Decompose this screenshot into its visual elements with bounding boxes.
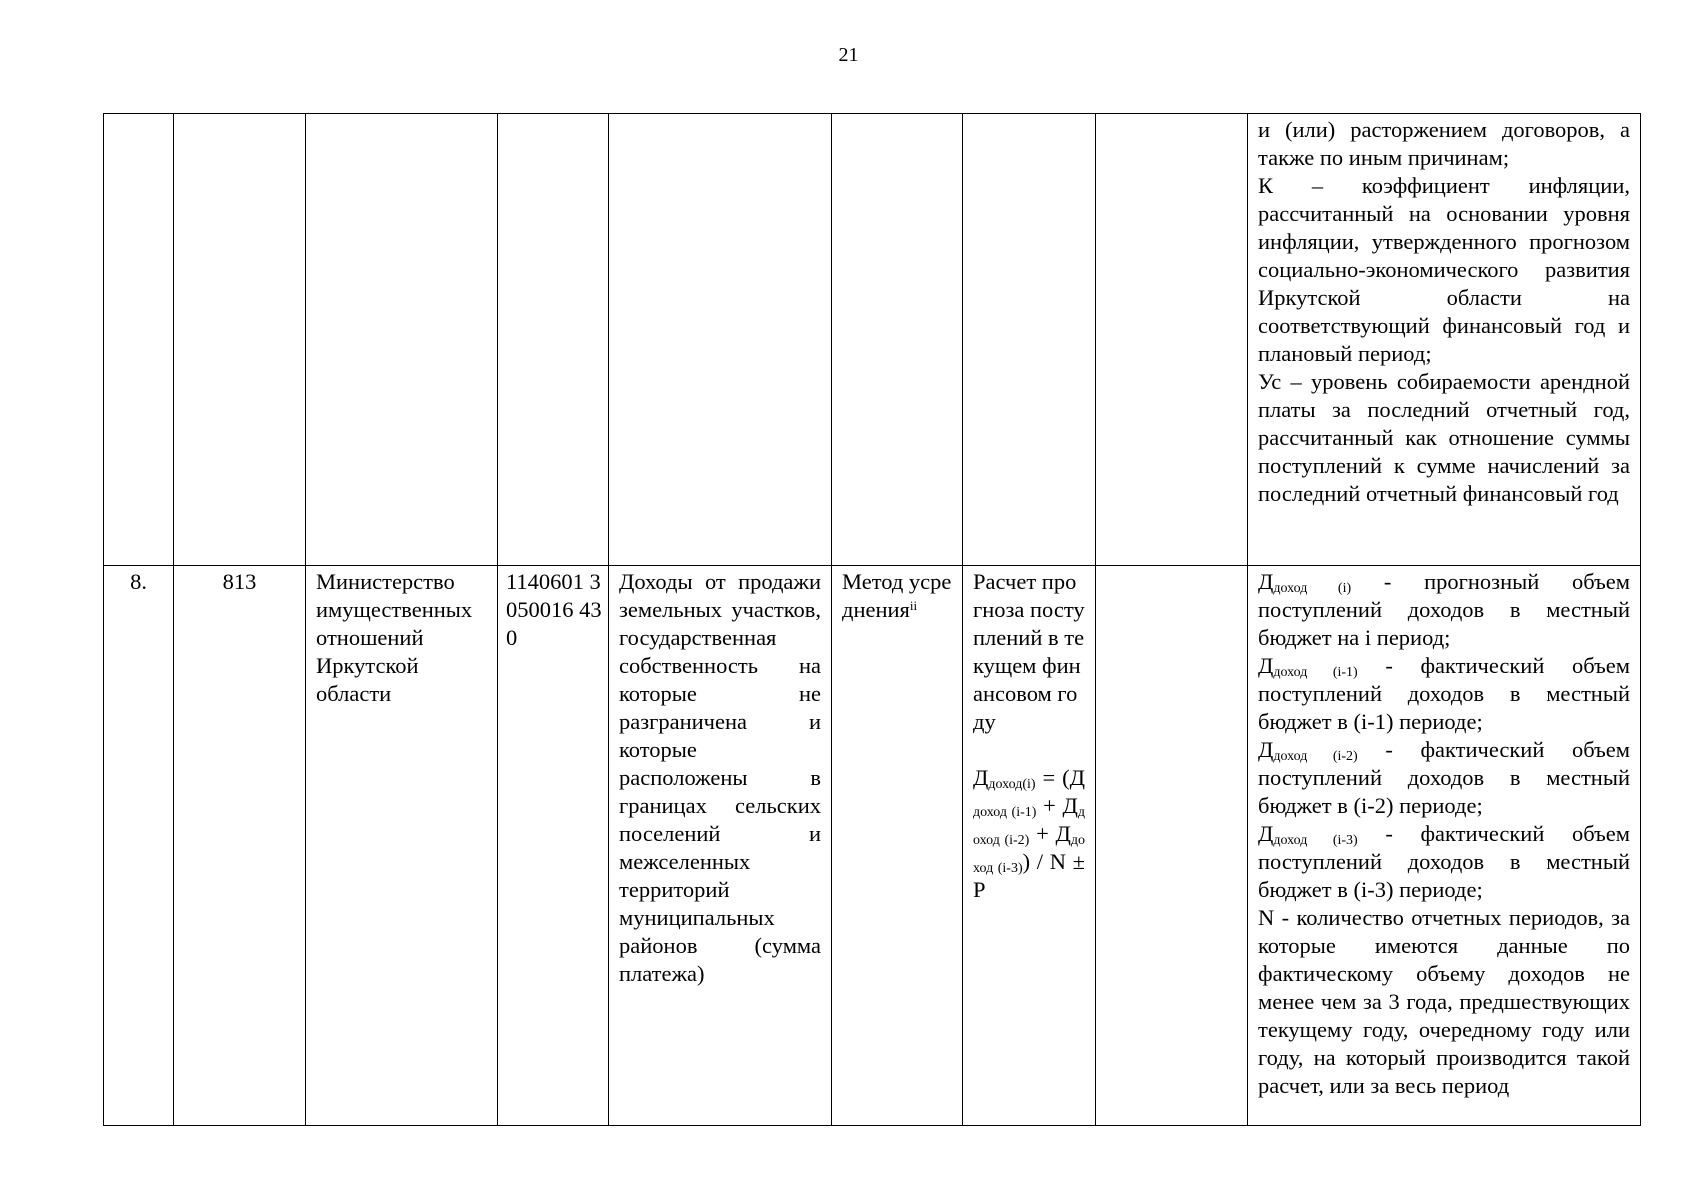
algorithm-text: Расчет прогноза поступлений в текущем финансовом году xyxy=(973,569,1085,734)
definition-item: $Д_{доход (i-2)}$ - фактический объем поступлений доходов в местный бюджет в (i-2) периоде; xyxy=(1258,737,1630,818)
cell-variable-definitions xyxy=(1248,566,1641,1126)
definition-text: Ус – уровень собираемости арендной платы за последний отчетный год, рассчитанный как отношение суммы поступлений к сумме начислений за последний отчетный финансовый год xyxy=(1258,369,1630,506)
budget-classification-code: 1140601 3050016 430 xyxy=(498,566,609,1126)
income-name: Доходы от продажи земельных участков, государственная собственность на которые не разграничена и которые расположены в границах сельских поселений и межселенных территорий муниципальных районов (сумма платежа) xyxy=(609,566,832,1126)
page-number: 21 xyxy=(838,44,859,66)
cell-empty xyxy=(174,114,306,566)
revenue-forecast-table xyxy=(103,113,1641,1126)
footnote-marker: ii xyxy=(909,598,918,613)
calculation-method xyxy=(832,566,963,1126)
definition-item: $Д_{доход (i-1)}$ - фактический объем поступлений доходов в местный бюджет в (i-1) периоде; xyxy=(1258,653,1630,734)
row-number: 8. xyxy=(104,566,174,1126)
administrator-code: 813 xyxy=(174,566,306,1126)
cell-empty xyxy=(832,114,963,566)
method-text: Метод усреднения xyxy=(842,569,952,622)
definition-item: N - количество отчетных периодов, за которые имеются данные по фактическому объему доходов не менее чем за 3 года, предшествующих текущему году, очередному году или году, на который производится такой расчет, или за весь период xyxy=(1258,905,1630,1098)
cell-empty xyxy=(104,114,174,566)
cell-empty xyxy=(1096,566,1248,1126)
cell-variable-definitions xyxy=(1248,114,1641,566)
definition-text: и (или) расторжением договоров, а также по иным причинам; xyxy=(1258,117,1630,170)
definition-item: $Д_{доход (i-3)}$ - фактический объем поступлений доходов в местный бюджет в (i-3) периоде; xyxy=(1258,821,1630,902)
definition-text: К – коэффициент инфляции, рассчитанный на основании уровня инфляции, утвержденного прогнозом социально-экономического развития Иркутской области на соответствующий финансовый год и плановый период; xyxy=(1258,173,1630,366)
cell-empty xyxy=(1096,114,1248,566)
cell-empty xyxy=(609,114,832,566)
cell-empty xyxy=(306,114,498,566)
table-row-8 xyxy=(104,566,1641,1126)
forecast-formula: $Д_{доход(i)} = (Д_{доход (i-1)} + Д_{доход (i-2)} + Д_{доход (i-3)}) / N \pm P$ xyxy=(973,765,1086,902)
calculation-algorithm xyxy=(963,566,1096,1126)
administrator-name: Министерство имущественных отношений Иркутской области xyxy=(306,566,498,1126)
table-row-continued xyxy=(104,114,1641,566)
cell-empty xyxy=(963,114,1096,566)
definition-item: $Д_{доход (i)}$ - прогнозный объем поступлений доходов в местный бюджет на i период; xyxy=(1258,569,1630,650)
cell-empty xyxy=(498,114,609,566)
